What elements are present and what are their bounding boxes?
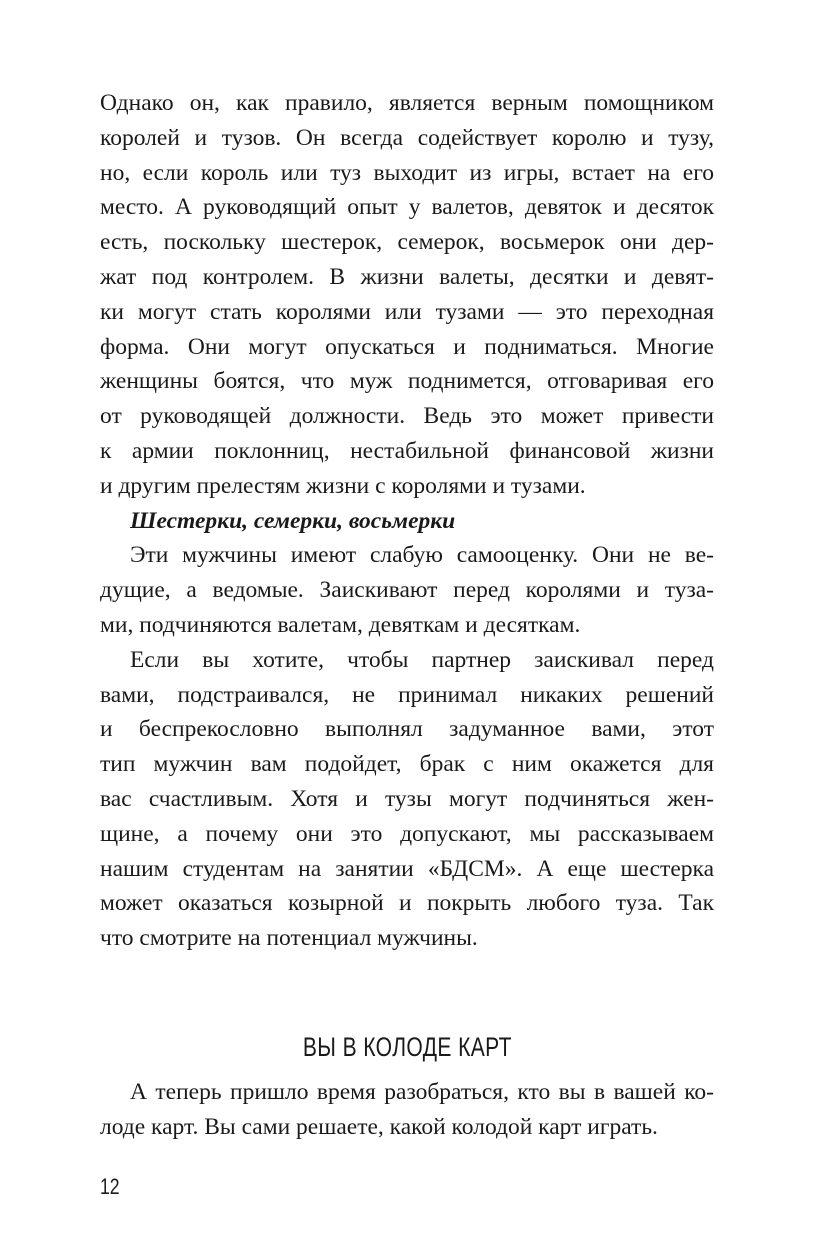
text-line: дущие, а ведомые. Заискивают перед королями и туза- [100,577,714,604]
main-text [100,86,714,956]
page-number: 12 [100,1174,120,1199]
paragraph-3 [100,643,714,956]
text-line: место. А руководящий опыт у валетов, девяток и десяток [100,194,714,221]
text-line: лоде карт. Вы сами решаете, какой колодой карт играть. [100,1113,658,1140]
text-line: тип мужчин вам подойдет, брак с ним окажется для [100,751,714,778]
text-line: есть, поскольку шестерок, семерок, восьмерок они дер- [100,229,714,256]
text-line: вас счастливым. Хотя и тузы могут подчиняться жен- [100,785,714,812]
section-text [100,1075,714,1145]
text-line: Эти мужчины имеют слабую самооценку. Они не ве- [130,542,714,569]
text-line: ки могут стать королями или тузами — это переходная [100,298,714,325]
text-line: королей и тузов. Он всегда содействует королю и тузу, [100,124,714,151]
text-line: к армии поклонниц, нестабильной финансовой жизни [100,437,714,464]
paragraph-1 [100,86,714,504]
text-line: женщины боятся, что муж поднимется, отговаривая его [100,368,714,395]
text-line: Однако он, как правило, является верным помощником [100,90,714,116]
paragraph-2 [100,538,714,642]
section-title: ВЫ В КОЛОДЕ КАРТ [302,1032,512,1062]
text-line: Если вы хотите, чтобы партнер заискивал перед [130,646,714,673]
text-line: нашим студентам на занятии «БДСМ». А еще шестерка [100,855,714,882]
text-line: жат под контролем. В жизни валеты, десятки и девят- [100,263,714,290]
text-line: и беспрекословно выполнял задуманное вами, этот [100,716,714,743]
subheading: Шестерки, семерки, восьмерки [130,507,456,534]
text-line: ми, подчиняются валетам, девяткам и десяткам. [100,611,581,638]
text-line: и другим прелестям жизни с королями и тузами. [100,472,586,499]
text-line: что смотрите на потенциал мужчины. [100,925,478,952]
text-line: А теперь пришло время разобраться, кто вы в вашей ко- [130,1079,714,1105]
text-line: форма. Они могут опускаться и подниматься. Многие [100,333,714,360]
text-line: от руководящей должности. Ведь это может привести [100,403,714,430]
text-line: вами, подстраивался, не принимал никаких решений [100,681,714,708]
text-line: может оказаться козырной и покрыть любого туза. Так [100,890,714,917]
text-line: но, если король или туз выходит из игры, встает на его [100,159,714,186]
text-line: щине, а почему они это допускают, мы рассказываем [100,820,714,847]
